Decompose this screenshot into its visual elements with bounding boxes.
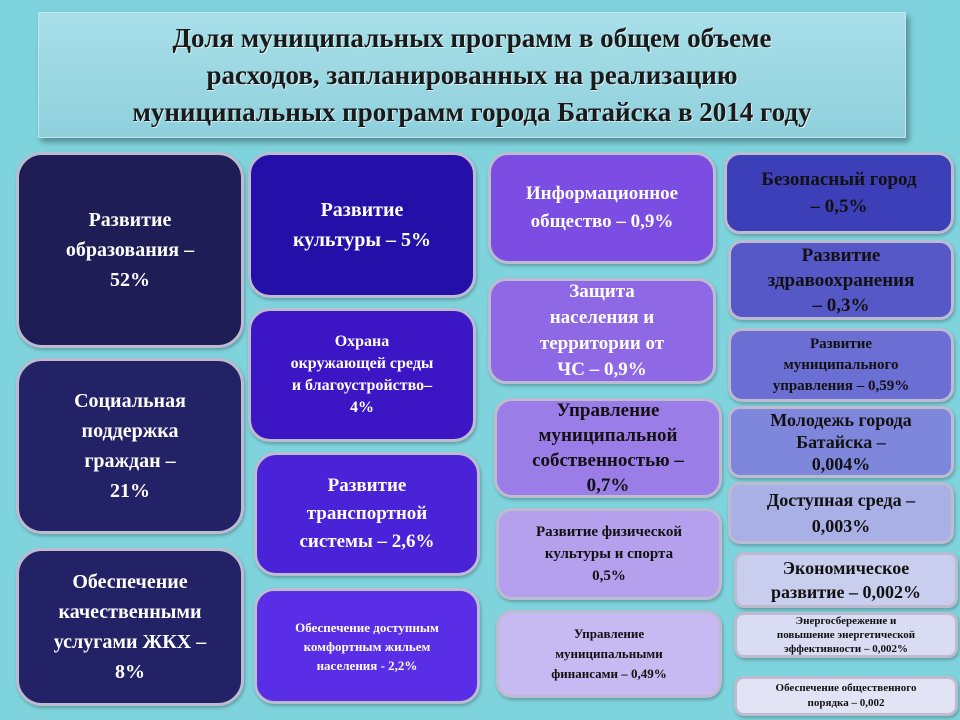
tile-social-support: Социальная поддержка граждан – 21% — [16, 358, 244, 534]
tile-economic-development: Экономическое развитие – 0,002% — [734, 552, 958, 608]
tile-healthcare: Развитие здравоохранения – 0,3% — [728, 240, 954, 320]
tile-housing: Обеспечение доступным комфортным жильем населения - 2,2% — [254, 588, 480, 704]
tile-public-order: Обеспечение общественного порядка – 0,002 — [734, 676, 958, 716]
tile-environment: Охрана окружающей среды и благоустройство– 4% — [248, 308, 476, 442]
tile-emergency-protection: Защита населения и территории от ЧС – 0,9% — [488, 278, 716, 384]
page-title: Доля муниципальных программ в общем объеме расходов, запланированных на реализацию муниципальных программ города Батайска в 2014 году — [132, 22, 812, 127]
tile-youth: Молодежь города Батайска – 0,004% — [728, 406, 954, 478]
tile-energy-saving: Энергосбережение и повышение энергетической эффективности – 0,002% — [734, 612, 958, 658]
tile-housing-services: Обеспечение качественными услугами ЖКХ – 8% — [16, 548, 244, 706]
title-banner — [38, 12, 906, 138]
tile-property-management: Управление муниципальной собственностью – 0,7% — [494, 398, 722, 498]
tile-safe-city: Безопасный город – 0,5% — [724, 152, 954, 234]
tile-transport: Развитие транспортной системы – 2,6% — [254, 452, 480, 576]
tile-education: Развитие образования – 52% — [16, 152, 244, 348]
tile-information-society: Информационное общество – 0,9% — [488, 152, 716, 264]
tile-accessible-environment: Доступная среда – 0,003% — [728, 482, 954, 544]
tile-culture: Развитие культуры – 5% — [248, 152, 476, 298]
tile-sports: Развитие физической культуры и спорта 0,5% — [496, 508, 722, 600]
tile-municipal-management: Развитие муниципального управления – 0,59% — [728, 328, 954, 402]
tile-finance-management: Управление муниципальными финансами – 0,49% — [496, 610, 722, 698]
